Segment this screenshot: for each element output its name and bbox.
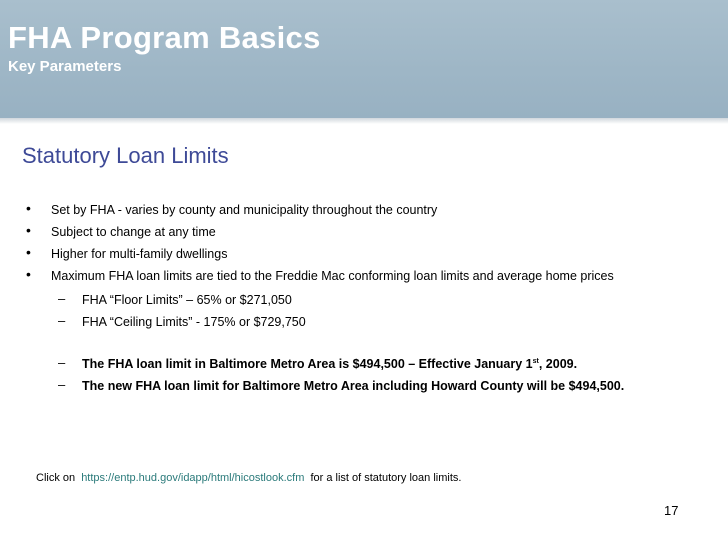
sub-bullet-marker: – bbox=[58, 355, 66, 370]
footer-prefix: Click on bbox=[36, 472, 76, 484]
bullet-item: Set by FHA - varies by county and municipality throughout the country bbox=[51, 203, 438, 217]
sub-bullet-marker: – bbox=[58, 313, 66, 328]
bullet-item: Subject to change at any time bbox=[51, 225, 216, 239]
sub-bullet-item: FHA “Floor Limits” – 65% or $271,050 bbox=[82, 293, 292, 307]
sub-bullet-marker: – bbox=[58, 377, 66, 392]
footer-note bbox=[36, 472, 461, 484]
sub-bullet-item: FHA “Ceiling Limits” - 175% or $729,750 bbox=[82, 315, 306, 329]
bullet-item: Maximum FHA loan limits are tied to the Freddie Mac conforming loan limits and average home prices bbox=[51, 269, 614, 283]
howard-county-limit-note: The new FHA loan limit for Baltimore Metro Area including Howard County will be $494,500. bbox=[82, 379, 625, 393]
bullet-item: Higher for multi-family dwellings bbox=[51, 247, 228, 261]
bullet-marker: • bbox=[26, 200, 31, 216]
section-title: Statutory Loan Limits bbox=[22, 143, 229, 168]
footer-suffix: for a list of statutory loan limits. bbox=[310, 472, 462, 484]
slide-title: FHA Program Basics bbox=[8, 20, 321, 55]
header-banner bbox=[0, 0, 728, 118]
hud-loan-limits-link[interactable]: https://entp.hud.gov/idapp/html/hicostlook.cfm bbox=[81, 472, 305, 484]
bullet-marker: • bbox=[26, 222, 31, 238]
sub-bullet-marker: – bbox=[58, 291, 66, 306]
baltimore-limit-note: The FHA loan limit in Baltimore Metro Area is $494,500 – Effective January 1st, 2009. bbox=[82, 357, 578, 371]
bullet-marker: • bbox=[26, 244, 31, 260]
slide-subtitle: Key Parameters bbox=[8, 58, 122, 75]
page-number: 17 bbox=[664, 503, 679, 518]
header-shadow bbox=[0, 118, 728, 124]
bullet-marker: • bbox=[26, 266, 31, 282]
